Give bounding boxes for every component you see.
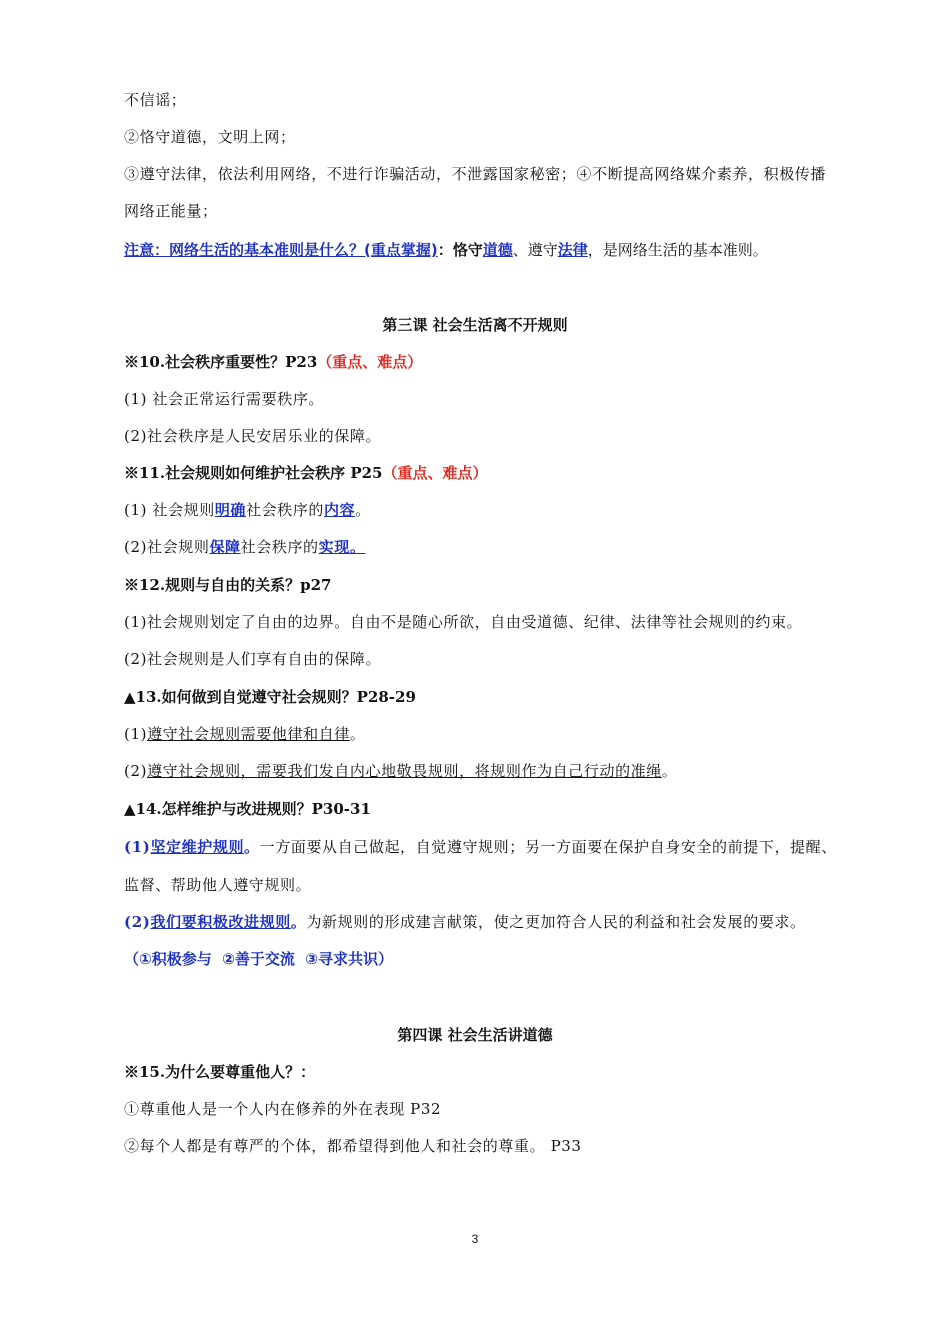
text: (1) (124, 725, 148, 743)
text-line: ②恪守道德，文明上网； (124, 128, 296, 146)
q14-item-1 (124, 836, 837, 858)
page-number: 3 (471, 1232, 479, 1246)
note-label: 注意：网络生活的基本准则是什么？(重点掌握) (124, 241, 438, 259)
text: (1) 社会规则 (124, 501, 215, 519)
q14-heading: ▲14.怎样维护与改进规则？P30-31 (124, 800, 371, 818)
q12-heading: ※12.规则与自由的关系？p27 (124, 576, 332, 594)
q13-item-2 (124, 760, 677, 782)
note-text: 、遵守 (512, 241, 558, 259)
text: 一方面要从自己做起，自觉遵守规则；另一方面要在保护自身安全的前提下，提醒、 (259, 838, 837, 856)
text: (2) (124, 913, 151, 931)
q10-tag: （重点、难点） (317, 353, 423, 371)
text: 为新规则的形成建言献策，使之更加符合人民的利益和社会发展的要求。 (306, 913, 806, 931)
text: 社会秩序的 (240, 538, 319, 556)
text-line: ①尊重他人是一个人内在修养的外在表现 P32 (124, 1100, 442, 1118)
text-line: (1) 社会正常运行需要秩序。 (124, 390, 325, 408)
underlined-text: 遵守社会规则需要他律和自律 (147, 725, 350, 743)
q11-tag: （重点、难点） (382, 464, 488, 482)
text: (2) (124, 762, 148, 780)
lesson3-title: 第三课 社会生活离不开规则 (382, 316, 568, 334)
text: (2)社会规则 (124, 538, 210, 556)
q11-item-1 (124, 499, 371, 521)
underlined-text: 遵守社会规则，需要我们发自内心地敬畏规则，将规则作为自己行动的准绳 (147, 762, 662, 780)
note-keyword: 法律 (557, 241, 588, 259)
note-line (124, 239, 768, 261)
text: 。 (244, 838, 260, 856)
text: 。 (349, 725, 366, 743)
text-line: 网络正能量； (124, 202, 218, 220)
q13-item-1 (124, 723, 365, 745)
text-line: ②每个人都是有尊严的个体，都希望得到他人和社会的尊重。 P33 (124, 1137, 582, 1155)
text: 。 (661, 762, 678, 780)
text-line: 不信谣； (124, 91, 187, 109)
text: 。 (355, 501, 371, 519)
text: 社会秩序的 (246, 501, 325, 519)
q11-item-2 (124, 536, 365, 558)
q10-heading (124, 351, 422, 373)
keyword: 内容 (324, 501, 356, 519)
lesson4-title: 第四课 社会生活讲道德 (397, 1026, 553, 1044)
note-text: ，是网络生活的基本准则。 (587, 241, 768, 259)
q10-title: ※10.社会秩序重要性？P23 (124, 353, 318, 371)
q11-heading (124, 462, 488, 484)
text-line: (2)社会秩序是人民安居乐业的保障。 (124, 427, 382, 445)
text: (1) (124, 838, 151, 856)
note-keyword: 道德 (482, 241, 513, 259)
q15-heading: ※15.为什么要尊重他人？： (124, 1063, 316, 1081)
keyword: 我们要积极改进规则 (150, 913, 291, 931)
text-line: (2)社会规则是人们享有自由的保障。 (124, 650, 382, 668)
q11-title: ※11.社会规则如何维护社会秩序 P25 (124, 464, 383, 482)
keyword: 实现。 (318, 538, 366, 556)
q14-summary: （①积极参与 ②善于交流 ③寻求共识） (124, 950, 393, 968)
q13-heading: ▲13.如何做到自觉遵守社会规则？P28-29 (124, 688, 416, 706)
keyword: 保障 (209, 538, 241, 556)
text: 。 (290, 913, 307, 931)
text-line: (1)社会规则划定了自由的边界。自由不是随心所欲，自由受道德、纪律、法律等社会规则的约束。 (124, 613, 803, 631)
note-sep: ：恪守 (437, 241, 483, 259)
keyword: 坚定维护规则 (150, 838, 245, 856)
text-line: ③遵守法律，依法利用网络，不进行诈骗活动，不泄露国家秘密；④不断提高网络媒介素养，积极传播 (124, 165, 827, 183)
q14-item-2 (124, 911, 806, 933)
keyword: 明确 (214, 501, 247, 519)
text-line: 监督、帮助他人遵守规则。 (124, 876, 312, 894)
